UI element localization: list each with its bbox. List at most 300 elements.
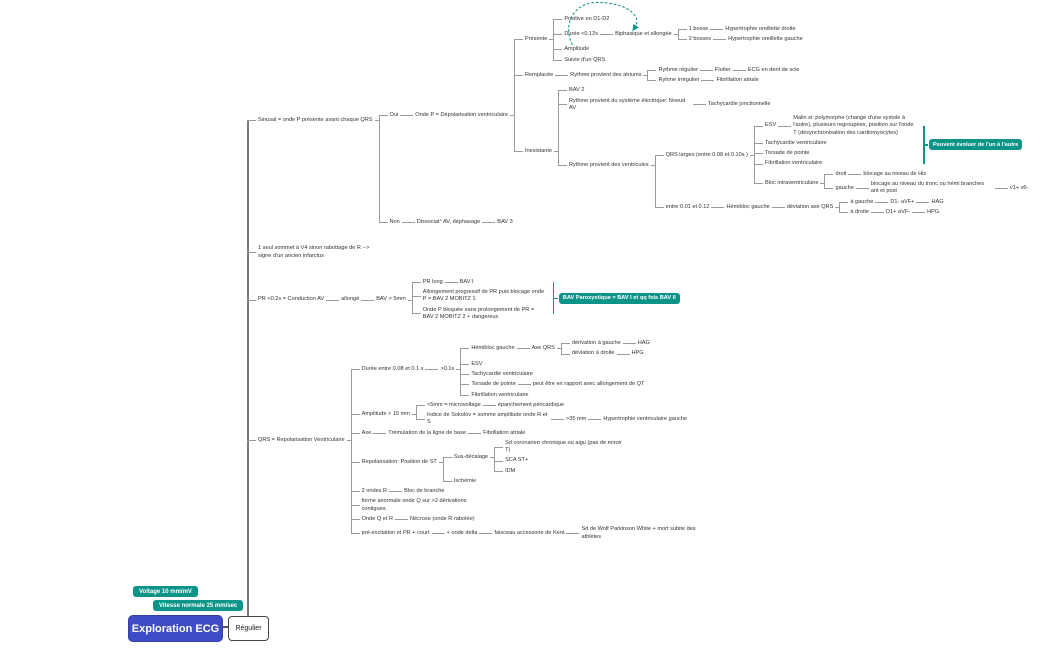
node-label[interactable]: Sd coronarien chronique ou aigu (pas de miroir T) [505, 439, 622, 454]
tree-branch [412, 305, 547, 323]
node-label[interactable]: pré-excitation et PR + court [361, 529, 430, 536]
tree-branch [824, 180, 1030, 198]
node-label[interactable]: HPG [927, 208, 940, 215]
node-label[interactable]: Malin si: polymorphe (change d'une systole à l'autre), plusieurs regroupées, position sur l'onde T (désynchronisation des cardiomyocytes) [793, 115, 914, 136]
children-wrap [776, 197, 946, 218]
node-label[interactable]: D1+ aVF- [886, 208, 911, 215]
node-label[interactable]: Suivie d'un QRS [564, 56, 606, 63]
children-group [714, 24, 797, 34]
node-label[interactable]: blocage au niveau du tronc ou hémi branches ant et post [870, 181, 985, 195]
tree-node [687, 35, 805, 45]
node-label[interactable]: PR long [422, 278, 443, 285]
tree-node [360, 487, 447, 497]
children-group [875, 207, 941, 217]
tree-branch [561, 349, 646, 359]
node-label[interactable]: Tachycardie jonctionnelle [708, 101, 771, 108]
tree-node [256, 277, 676, 322]
children-wrap [839, 197, 945, 218]
node-label[interactable]: BAV I [459, 278, 474, 285]
tree-node [785, 197, 946, 218]
node-label[interactable]: Allongement progressif de PR puis blocage onde P = BAV 2 MOBITZ 1 [422, 289, 545, 303]
children-group [999, 183, 1031, 193]
node-label[interactable]: Nécrose (onde R rabotée) [410, 515, 475, 522]
tree-branch [999, 183, 1031, 193]
node-label[interactable]: IDM [505, 467, 516, 474]
tree-branch [247, 6, 1030, 236]
children-group [655, 114, 1031, 218]
node-label[interactable]: Amplitude > 15 mm [361, 410, 410, 417]
tree-branch [704, 65, 801, 75]
children-group [737, 65, 802, 75]
node-label[interactable]: Hypertrophie oreillette droite [725, 25, 796, 32]
children-group [436, 525, 706, 543]
tree-node [360, 438, 629, 486]
node-label[interactable]: Fibrillation atriale [716, 77, 759, 84]
tree-branch [715, 197, 945, 218]
children-group [715, 197, 945, 218]
tree-node [469, 359, 484, 369]
node-label[interactable]: BAV 3 [497, 219, 513, 226]
node-label[interactable]: déviation à droite [571, 350, 615, 357]
tree-branch [627, 339, 652, 349]
children-group [522, 380, 647, 390]
children-group [860, 180, 1031, 198]
tree-node [791, 114, 917, 139]
tree-branch [494, 466, 517, 476]
node-label[interactable]: Rythme provient du système électrique: Noeud AV [569, 97, 686, 111]
tree-branch [494, 456, 530, 466]
children-wrap [514, 14, 1030, 218]
tree-node [495, 218, 514, 228]
children-group [705, 76, 760, 86]
tree-node [469, 390, 530, 400]
tree-branch [486, 218, 514, 228]
children-wrap [920, 197, 945, 207]
tree-branch [494, 438, 629, 456]
tree-node [503, 438, 629, 456]
tree-node [415, 218, 515, 228]
children-group [514, 14, 1030, 218]
children-group [416, 400, 689, 428]
node-label[interactable]: Non [389, 219, 400, 226]
node-label[interactable]: Oui [389, 112, 399, 119]
node-label[interactable]: Positive en D1-D2 [564, 15, 610, 22]
children-wrap [697, 100, 773, 110]
tree-node [562, 55, 607, 65]
children-group [412, 277, 547, 322]
node-label[interactable]: Fibrillation atriale [483, 429, 526, 436]
children-group [399, 514, 477, 524]
tree-node [452, 438, 629, 476]
children-wrap [522, 380, 647, 390]
tree-branch [406, 218, 515, 228]
children-wrap [460, 339, 652, 401]
node-label[interactable]: BAV 2 [569, 87, 585, 94]
tree-branch [754, 149, 811, 159]
children-wrap [704, 65, 801, 75]
node-label[interactable]: Axe QRS [531, 345, 555, 352]
children-wrap [351, 339, 706, 543]
node-label[interactable]: Durée <0.12s [564, 30, 599, 37]
tree-node [360, 428, 528, 438]
node-label[interactable]: SCA ST+ [505, 457, 529, 464]
tree-branch [521, 339, 652, 360]
node-label[interactable]: Repolarisation: Position de ST [361, 458, 437, 465]
node-label[interactable]: Tachycardie ventriculaire [471, 371, 533, 377]
tree-branch [351, 339, 652, 401]
regulier-node[interactable]: Régulier [228, 616, 269, 641]
node-label[interactable]: Onde P bloquée sans prolongement de PR = BAV 2 MOBITZ 2 + dangereux [422, 306, 535, 320]
children-group [754, 114, 1030, 197]
tree-node [425, 411, 689, 429]
children-group [561, 339, 652, 360]
children-wrap [416, 400, 689, 428]
children-wrap [436, 525, 706, 543]
node-label[interactable]: 2 bosses [688, 36, 712, 43]
children-wrap [717, 35, 805, 45]
children-group [460, 339, 652, 401]
tree-node [445, 525, 706, 543]
tree-node [413, 14, 1030, 218]
children-wrap [754, 114, 1030, 197]
node-label[interactable]: 2 ondes R [361, 488, 388, 495]
node-label[interactable]: Rythme provient des atriums [570, 71, 642, 78]
children-wrap [555, 414, 689, 424]
children-wrap [330, 277, 676, 322]
node-label[interactable]: Onde Q et R [361, 515, 393, 522]
tree-branch [559, 65, 801, 86]
children-wrap [561, 339, 652, 360]
node-label-biphasique[interactable]: Biphasique et allongée [615, 30, 672, 37]
children-group [559, 65, 801, 86]
children-wrap [737, 65, 802, 75]
tree-node [374, 277, 676, 322]
children-group [704, 65, 801, 75]
tree-node [570, 349, 646, 359]
tree-node [656, 65, 801, 75]
node-label[interactable]: HPG [631, 350, 644, 357]
tree-node [570, 339, 652, 349]
root-node[interactable]: Exploration ECG [128, 615, 223, 642]
tree-branch [875, 207, 941, 217]
tree-node [763, 149, 811, 159]
node-label[interactable]: Trémulation de la ligne de base [388, 429, 467, 436]
tree-node [833, 169, 928, 179]
tree-branch [487, 400, 566, 410]
tree-branch [436, 525, 706, 543]
tree-branch [678, 35, 805, 45]
tree-node [713, 65, 801, 75]
node-label[interactable]: forme anormale onde Q sur >2 dérivations contigues. [361, 498, 467, 512]
node-label[interactable]: peut être en rapport avec allongement de QT [532, 381, 645, 388]
tree-branch [705, 76, 760, 86]
tree-branch [697, 100, 773, 110]
tree-node [469, 339, 652, 360]
node-label[interactable]: Bloc de branche [404, 488, 445, 495]
children-group [365, 277, 676, 322]
tree-branch [561, 339, 652, 349]
node-label[interactable]: Bloc intraventriculaire [765, 179, 819, 186]
node-label[interactable]: Hypertrophie ventriculaire gauche [603, 415, 687, 422]
tree-branch [351, 400, 689, 428]
tree-branch [412, 288, 547, 306]
children-wrap [705, 76, 760, 86]
tree-branch [553, 55, 607, 65]
tree-branch [443, 438, 629, 476]
tree-branch [920, 197, 945, 207]
tree-branch [916, 207, 941, 217]
node-label[interactable]: HAG [637, 340, 650, 347]
node-label[interactable]: Durée entre 0.08 et 0.1 s [361, 365, 424, 372]
tree-node [421, 305, 547, 323]
node-label[interactable]: Sinusal = onde P présente avant chaque QRS [258, 117, 373, 124]
node-label[interactable]: Rythme provient des ventricules [569, 161, 649, 168]
node-label[interactable]: Torsade de pointe [471, 381, 516, 388]
tree-node [421, 277, 476, 287]
tree-node [861, 169, 928, 179]
children-wrap [592, 414, 689, 424]
node-label[interactable]: Ryhme irrégulier [658, 77, 700, 84]
tree-node [360, 514, 477, 524]
tree-node [726, 35, 805, 45]
node-label[interactable]: ESV [765, 122, 777, 129]
tree-branch [714, 24, 797, 34]
tree-branch [782, 114, 917, 139]
node-label[interactable]: Sd de Wolf Parkinson White + mort subite des athlètes [581, 526, 696, 540]
tree-branch [404, 14, 1030, 218]
children-wrap [406, 218, 515, 228]
tree-branch [553, 45, 591, 55]
tree-node [925, 207, 941, 217]
tree-node [567, 96, 773, 114]
tree-node [848, 197, 945, 207]
tree-branch [558, 114, 1030, 218]
speed-badge[interactable]: Vitesse normale 25 mm/sec [153, 600, 243, 611]
tree-node [763, 138, 829, 148]
tree-branch [570, 525, 705, 543]
node-label[interactable]: Tachycardie ventriculaire [765, 139, 827, 146]
tree-node [1008, 183, 1031, 193]
children-group [879, 197, 945, 207]
children-group [449, 277, 476, 287]
node-label[interactable]: Rythme régulier [658, 66, 698, 73]
children-wrap [559, 65, 801, 86]
node-label[interactable]: 1 seul sommet à V4 sinon rabottage de R --> signe d'un ancien infarctus [258, 245, 370, 259]
tree-node [496, 400, 566, 410]
children-group [486, 218, 514, 228]
node-label[interactable]: Axe [361, 429, 372, 436]
tree-node [531, 380, 647, 390]
children-wrap [521, 339, 652, 360]
node-label[interactable]: entre 0.01 et 0.12 [665, 203, 710, 210]
tree-branch [247, 269, 676, 330]
tree-branch [879, 197, 945, 207]
tree-branch [776, 197, 946, 218]
children-group [494, 438, 629, 476]
tree-node [452, 476, 478, 486]
node-label[interactable]: v1+ v6- [1009, 184, 1029, 191]
tree-branch [754, 114, 917, 139]
node-label[interactable]: épanchement péricardique [497, 401, 564, 408]
tree-node [884, 207, 941, 217]
tree-node [746, 65, 802, 75]
children-group [570, 525, 705, 543]
children-wrap [604, 24, 805, 45]
node-label[interactable]: à droite [850, 208, 869, 215]
node-label[interactable]: ESV [471, 360, 483, 367]
node-label[interactable]: 1 bosse [688, 25, 709, 32]
tree-node [564, 414, 689, 424]
tree-node [562, 45, 591, 55]
tree-branch [553, 14, 611, 24]
children-wrap [377, 428, 527, 438]
tree-node [929, 197, 945, 207]
tree-node [724, 197, 945, 218]
children-group [483, 525, 705, 543]
tree-branch [717, 35, 805, 45]
tree-branch [365, 277, 676, 322]
children-group [558, 86, 1030, 218]
children-group [592, 414, 689, 424]
children-group [717, 35, 805, 45]
tree-branch [460, 390, 530, 400]
children-wrap [483, 525, 705, 543]
tree-branch [379, 14, 1031, 218]
tree-branch [514, 65, 801, 86]
node-label[interactable]: droit [835, 170, 847, 177]
tree-node [523, 65, 801, 86]
tree-node [869, 180, 1031, 198]
node-label[interactable]: Fibrillation ventriculaire [471, 391, 529, 398]
tree-branch [647, 65, 801, 75]
callout-bracket-tick [924, 144, 928, 146]
children-wrap [621, 349, 646, 359]
voltage-badge[interactable]: Voltage 10 mm/mV [133, 586, 198, 597]
tree-branch [247, 331, 705, 551]
tree-node [339, 277, 676, 322]
tree-branch [379, 218, 515, 228]
node-label[interactable]: Torsade de pointe [765, 150, 810, 157]
node-label[interactable]: dérivation à gauche [571, 340, 621, 347]
node-label[interactable]: à gauche [850, 198, 874, 205]
tree-branch [737, 65, 802, 75]
node-label[interactable]: ECG en dent de scie [747, 66, 800, 73]
tree-node [256, 14, 1030, 228]
node-label-amplitude[interactable]: Amplitude [564, 46, 590, 53]
tree-node [523, 14, 805, 65]
tree-node [256, 339, 705, 543]
tree-node [360, 525, 706, 543]
node-label[interactable]: Hémibloc gauche [471, 345, 515, 352]
children-group [782, 114, 917, 139]
tree-node [664, 197, 946, 218]
tree-node [530, 339, 652, 360]
children-wrap [558, 86, 1030, 218]
tree-branch [351, 497, 486, 515]
children-group [472, 428, 527, 438]
node-label[interactable]: Ischémie [453, 477, 477, 484]
node-label[interactable]: faisceau accessoire de Kent [494, 529, 565, 536]
children-wrap [449, 277, 476, 287]
node-label[interactable]: + onde delta [446, 529, 478, 536]
tree-node [848, 207, 941, 217]
tree-branch [754, 169, 1030, 197]
tree-branch [621, 349, 646, 359]
tree-node [714, 76, 760, 86]
node-label[interactable]: Sus-décalage [453, 453, 489, 460]
node-label[interactable]: >0.1s [440, 365, 455, 372]
tree-branch [330, 277, 676, 322]
node-label[interactable]: QRS larges (entre 0.08 et 0.10s ) [665, 151, 748, 158]
tree-node [636, 339, 652, 349]
tree-branch [377, 428, 527, 438]
node-label[interactable]: PR <0.2s = Conduction AV [258, 296, 325, 303]
node-label[interactable]: Présente [524, 36, 548, 43]
tree-branch [460, 380, 646, 390]
node-label[interactable]: allongé [341, 296, 360, 303]
node-label[interactable]: gauche [835, 184, 854, 191]
tree-node [763, 159, 824, 169]
tree-branch [460, 370, 535, 380]
tree-branch [558, 86, 586, 96]
tree-node [613, 24, 805, 45]
node-label[interactable]: blocage au niveau de His [863, 170, 927, 177]
node-label[interactable]: QRS = Repolarisation Ventriculaire [258, 436, 345, 443]
tree-node [562, 14, 611, 24]
node-label[interactable]: <5mm = microvoltage [426, 401, 481, 408]
node-label[interactable]: Inexistante [524, 148, 552, 155]
tree-branch [592, 414, 689, 424]
node-label[interactable]: Hémibloc gauche [726, 203, 770, 210]
tree-branch [860, 180, 1031, 198]
node-label[interactable]: déviation axe QRS [786, 203, 834, 210]
node-label[interactable]: HAG [931, 198, 944, 205]
node-label[interactable]: Onde P = Dépolarisation ventriculaire [415, 112, 508, 119]
tree-branch [604, 24, 805, 45]
tree-node [469, 380, 646, 390]
tree-node [438, 339, 651, 401]
callout-badge[interactable]: Peuvent évoluer de l'un à l'autre [929, 139, 1022, 150]
node-label[interactable]: Hypertrophie oreillette gauche [728, 36, 803, 43]
tree-node [458, 277, 476, 287]
tree-branch [416, 400, 566, 410]
children-group [839, 197, 945, 218]
children-wrap [393, 487, 446, 497]
tree-branch [483, 525, 705, 543]
tree-node [408, 514, 477, 524]
tree-branch [449, 277, 476, 287]
node-label[interactable]: D1- aVF+ [890, 198, 915, 205]
tree-node [425, 400, 566, 410]
node-label[interactable]: Flutter [714, 66, 731, 73]
mindmap-tree [247, 6, 1030, 616]
children-wrap [553, 14, 804, 65]
node-label[interactable]: Remplacée [524, 71, 554, 78]
children-wrap [875, 207, 941, 217]
tree-node [360, 339, 652, 401]
node-label[interactable]: Dissociat° AV, déphasage [416, 219, 481, 226]
tree-branch [472, 428, 527, 438]
node-label[interactable]: Indice de Sokolov = somme amplitude onde R et S [426, 412, 548, 426]
tree-node [492, 525, 705, 543]
node-label[interactable]: BAV > 5mm [376, 296, 406, 303]
node-label[interactable]: >35 mm [565, 415, 587, 422]
node-label[interactable]: Fibrillation ventriculaire [765, 160, 823, 167]
children-wrap [486, 218, 514, 228]
children-wrap [714, 24, 797, 34]
children-group [852, 169, 928, 179]
callout-badge[interactable]: BAV Paroxystique = BAV I et qq fois BAV II [559, 293, 680, 304]
